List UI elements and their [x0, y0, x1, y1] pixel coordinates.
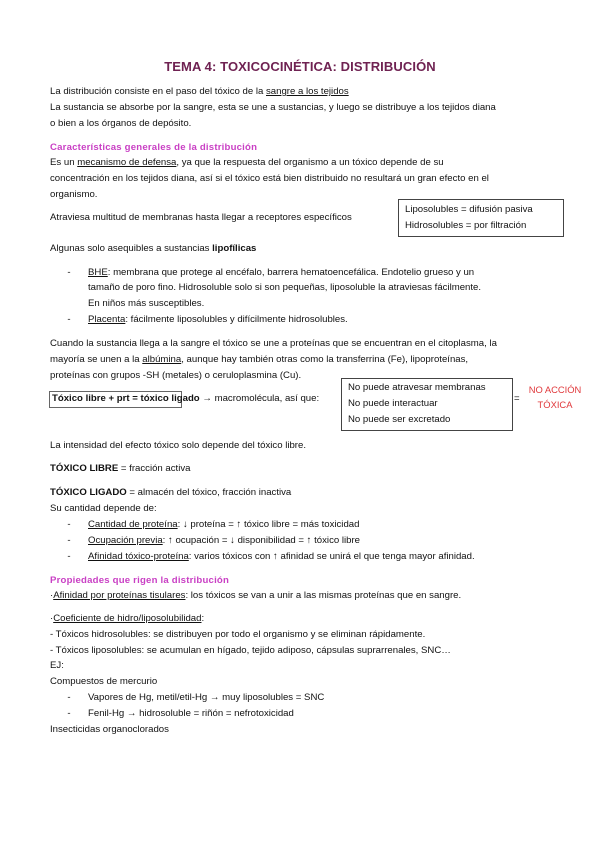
- coefficient-colon: :: [201, 613, 205, 624]
- defense-underlined: mecanismo de defensa: [77, 157, 177, 168]
- equals-sign: =: [514, 393, 520, 404]
- example-label: EJ:: [50, 660, 64, 671]
- bhe-label: BHE: [88, 267, 108, 278]
- dep-label: Ocupación previa: [88, 535, 163, 546]
- toxico-libre-text: = fracción activa: [118, 463, 191, 474]
- toxico-libre-line: [50, 463, 191, 475]
- mercury-item-fenil: Fenil-Hg → hidrosoluble = riñón = nefrotoxicidad: [88, 708, 294, 719]
- placenta-text: : fácilmente liposolubles y difícilmente hidrosolubles.: [125, 314, 348, 325]
- dep-text: : varios tóxicos con ↑ afinidad se unirá el que tenga mayor afinidad.: [188, 551, 475, 562]
- affinity-text: : los tóxicos se van a unir a las mismas proteínas que en sangre.: [185, 590, 462, 601]
- hidrosolubles-line: Hidrosolubles = por filtración: [405, 220, 527, 231]
- intro-line-3: o bien a los órganos de depósito.: [50, 118, 192, 129]
- no-accion-line-1: NO ACCIÓN: [528, 384, 582, 395]
- toxico-ligado-text: = almacén del tóxico, fracción inactiva: [126, 487, 292, 498]
- insecticides-line: Insecticidas organoclorados: [50, 724, 169, 735]
- membranes-text: Atraviesa multitud de membranas hasta llegar a receptores específicos: [50, 212, 352, 223]
- protein-line-3: proteínas con grupos -SH (metales) o ceruloplasmina (Cu).: [50, 370, 302, 381]
- hydrosoluble-line: - Tóxicos hidrosolubles: se distribuyen por todo el organismo y se eliminan rápidamente.: [50, 629, 426, 640]
- dep-item-afinidad: [88, 551, 475, 563]
- formula-line: [52, 393, 319, 405]
- defense-line-3: organismo.: [50, 189, 98, 200]
- formula-rest: → macromolécula, así que:: [199, 393, 320, 404]
- bhe-line-3: En niños más susceptibles.: [88, 298, 205, 309]
- affinity-line: [50, 590, 461, 602]
- dep-text: : ↑ ocupación = ↓ disponibilidad = ↑ tóxico libre: [162, 535, 360, 546]
- bullet-dash: -: [67, 314, 71, 325]
- defense-line-2: concentración en los tejidos diana, así si el tóxico está bien distribuido no resultará un gran efecto en el: [50, 173, 489, 184]
- intro-text: La distribución consiste en el paso del tóxico de la: [50, 86, 266, 97]
- bhe-line-1: [88, 267, 474, 279]
- dep-label: Afinidad tóxico-proteína: [88, 551, 189, 562]
- no-cross-line: No puede atravesar membranas: [348, 382, 486, 393]
- liposolubles-line: Liposolubles = difusión pasiva: [405, 204, 533, 215]
- bullet-dash: -: [67, 535, 71, 546]
- toxico-ligado-bold: TÓXICO LIGADO: [50, 487, 127, 498]
- dep-item-cantidad: [88, 519, 359, 531]
- affinity-label: Afinidad por proteínas tisulares: [53, 590, 186, 601]
- liposoluble-line: - Tóxicos liposolubles: se acumulan en hígado, tejido adiposo, cápsulas suprarrenales, SNC…: [50, 645, 451, 656]
- page-title: TEMA 4: TOXICOCINÉTICA: DISTRIBUCIÓN: [164, 59, 436, 74]
- depends-line: Su cantidad depende de:: [50, 503, 157, 514]
- lipophilic-text: Algunas solo asequibles a sustancias: [50, 243, 213, 254]
- bullet-dash: -: [67, 708, 71, 719]
- intro-line-2: La sustancia se absorbe por la sangre, esta se une a sustancias, y luego se distribuye a los tejidos diana: [50, 102, 496, 113]
- dep-label: Cantidad de proteína: [88, 519, 178, 530]
- toxico-libre-bold: TÓXICO LIBRE: [50, 463, 119, 474]
- placenta-line: [88, 314, 348, 326]
- bullet-dash: -: [67, 267, 71, 278]
- section-heading-properties: Propiedades que rigen la distribución: [50, 575, 230, 586]
- no-interact-line: No puede interactuar: [348, 398, 438, 409]
- toxico-ligado-line: [50, 487, 291, 499]
- placenta-label: Placenta: [88, 314, 126, 325]
- bullet-dash: -: [67, 551, 71, 562]
- intro-line-1: [50, 86, 349, 98]
- no-effects-box: [341, 378, 513, 431]
- section-heading-general: Características generales de la distribución: [50, 142, 258, 153]
- intro-underlined: sangre a los tejidos: [266, 86, 349, 97]
- mercury-item-vapores: Vapores de Hg, metil/etil-Hg → muy liposolubles = SNC: [88, 692, 325, 703]
- coefficient-label: Coeficiente de hidro/liposolubilidad: [53, 613, 202, 624]
- lipophilic-bold: lipofílicas: [212, 243, 257, 254]
- mercury-heading: Compuestos de mercurio: [50, 676, 158, 687]
- bhe-line-2: tamaño de poro fino. Hidrosoluble solo si son pequeñas, liposoluble la atraviesas fácilmente.: [88, 282, 482, 293]
- lipophilic-line: [50, 243, 256, 255]
- protein-line-1: Cuando la sustancia llega a la sangre el tóxico se une a proteínas que se encuentran en el citoplasma, la: [50, 338, 497, 349]
- bhe-text: : membrana que protege al encéfalo, barrera hematoencefálica. Endotelio grueso y un: [107, 267, 475, 278]
- formula-bold: Tóxico libre + prt = tóxico ligado: [52, 393, 200, 404]
- affinity-dot: ·: [50, 590, 54, 601]
- albumina-underlined: albúmina: [142, 354, 182, 365]
- protein-line-2: [50, 354, 468, 366]
- protein-text-c: , aunque hay también otras como la transferrina (Fe), lipoproteínas,: [181, 354, 469, 365]
- defense-line-1: [50, 157, 444, 169]
- intensity-line: La intensidad del efecto tóxico solo depende del tóxico libre.: [50, 440, 307, 451]
- coefficient-dot: ·: [50, 613, 54, 624]
- bullet-dash: -: [67, 692, 71, 703]
- defense-text-a: Es un: [50, 157, 78, 168]
- bullet-dash: -: [67, 519, 71, 530]
- defense-text-c: , ya que la respuesta del organismo a un tóxico depende de su: [176, 157, 444, 168]
- dep-item-ocupacion: [88, 535, 360, 547]
- no-accion-line-2: TÓXICA: [537, 399, 573, 410]
- solubility-box: [398, 199, 564, 237]
- dep-text: : ↓ proteína = ↑ tóxico libre = más toxicidad: [177, 519, 360, 530]
- protein-text-a: mayoría se unen a la: [50, 354, 143, 365]
- coefficient-line: [50, 613, 204, 625]
- no-excrete-line: No puede ser excretado: [348, 414, 451, 425]
